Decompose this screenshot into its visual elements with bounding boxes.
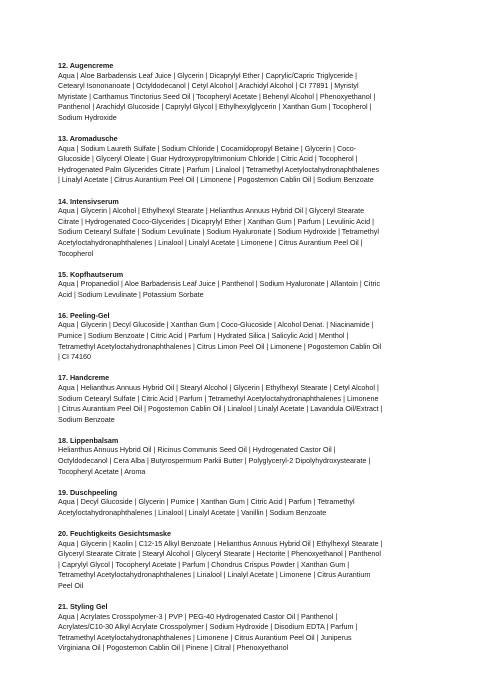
ingredient-line: Acrylates/C10-30 Alkyl Acrylate Crosspolymer | Sodium Hydroxide | Disodium EDTA | Parfum | xyxy=(58,622,358,632)
ingredient-line: Cetearyl Isononanoate | Octyldodecanol | Cetyl Alcohol | Arachidyl Alcohol | CI 77891 | Myristyl xyxy=(58,81,359,91)
ingredient-line: Glyceryl Stearate Citrate | Stearyl Alcohol | Glyceryl Stearate | Hectorite | Phenoxyethanol | Panthenol xyxy=(58,549,381,559)
ingredient-line: Sodium Cetearyl Sulfate | Sodium Levulinate | Sodium Hyaluronate | Sodium Hydroxide | Tetramethyl xyxy=(58,227,379,237)
ingredient-line: Aqua | Sodium Laureth Sulfate | Sodium Chloride | Cocamidopropyl Betaine | Glycerin | Coco- xyxy=(58,143,357,153)
ingredient-entry-16 xyxy=(58,311,430,363)
entry-title: 16. Peeling-Gel xyxy=(58,310,110,320)
ingredient-line: Acid | Sodium Levulinate | Potassium Sorbate xyxy=(58,289,204,299)
entry-title: 13. Aromadusche xyxy=(58,134,118,144)
ingredient-line: Sodium Hydroxide xyxy=(58,112,117,122)
ingredient-line: Sodium Cetearyl Sulfate | Citric Acid | Parfum | Tetramethyl Acetyloctahydronaphthalenes | Limonene xyxy=(58,393,379,403)
ingredient-line: Myristate | Carthamus Tinctorius Seed Oil | Tocopheryl Acetate | Behenyl Alcohol | Phenoxyethanol | xyxy=(58,91,376,101)
ingredient-line: Aqua | Acrylates Crosspolymer-3 | PVP | PEG-40 Hydrogenated Castor Oil | Panthenol | xyxy=(58,611,338,621)
ingredient-line: Citrate | Hydrogenated Coco-Glycerides | Dicaprylyl Ether | Xanthan Gum | Parfum | Levulinic Acid | xyxy=(58,216,375,226)
ingredient-line: | Caprylyl Glycol | Tocopheryl Acetate | Parfum | Chondrus Crispus Powder | Xanthan Gum | xyxy=(58,559,350,569)
ingredient-entry-19 xyxy=(58,488,430,519)
ingredient-entry-18 xyxy=(58,436,430,477)
document-page xyxy=(58,61,430,665)
ingredient-line: Peel Oil xyxy=(58,580,84,590)
ingredient-line: Tetramethyl Acetyloctahydronaphthalenes | Limonene | Citrus Aurantium Peel Oil | Juniperus xyxy=(58,632,352,642)
ingredient-line: Hydrogenated Palm Glycerides Citrate | Parfum | Linalool | Tetramethyl Acetyloctahydronaphthalenes xyxy=(58,164,380,174)
ingredient-line: Aqua | Propanediol | Aloe Barbadensis Leaf Juice | Panthenol | Sodium Hyaluronate | Allantoin | Citric xyxy=(58,279,381,289)
ingredient-line: Aqua | Glycerin | Alcohol | Ethylhexyl Stearate | Helianthus Annuus Hybrid Oil | Glyceryl Stearate xyxy=(58,206,365,216)
entry-title: 14. Intensivserum xyxy=(58,196,119,206)
ingredient-line: Aqua | Glycerin | Decyl Glucoside | Xanthan Gum | Coco-Glucoside | Alcohol Denat. | Niacinamide | xyxy=(58,320,374,330)
entry-title: 21. Styling Gel xyxy=(58,602,108,612)
entry-title: 17. Handcreme xyxy=(58,373,110,383)
ingredient-entry-17 xyxy=(58,373,430,425)
entry-title: 18. Lippenbalsam xyxy=(58,435,119,445)
entry-title: 15. Kopfhautserum xyxy=(58,269,124,279)
entry-title: 20. Feuchtigkeits Gesichtsmaske xyxy=(58,528,172,538)
ingredient-line: Tocopherol xyxy=(58,248,94,258)
ingredient-line: Acetyloctahydronaphthalenes | Linalool | Linalyl Acetate | Vanillin | Sodium Benzoate xyxy=(58,507,327,517)
ingredient-line: Helianthus Annuus Hybrid Oil | Ricinus Communis Seed Oil | Hydrogenated Castor Oil | xyxy=(58,445,336,455)
ingredient-line: Tetramethyl Acetyloctahydronaphthalenes | Linalool | Linalyl Acetate | Limonene | Citrus Aurantium xyxy=(58,570,371,580)
entry-title: 19. Duschpeeling xyxy=(58,487,118,497)
ingredient-entry-21 xyxy=(58,602,430,654)
ingredient-line: Virginiana Oil | Pogostemon Cablin Oil | Pinene | Citral | Phenoxyethanol xyxy=(58,643,289,653)
ingredient-line: Aqua | Aloe Barbadensis Leaf Juice | Glycerin | Dicaprylyl Ether | Caprylic/Capric Triglyceride | xyxy=(58,70,357,80)
ingredient-entry-14 xyxy=(58,197,430,260)
ingredient-entry-20 xyxy=(58,529,430,592)
ingredient-line: Glucoside | Glyceryl Oleate | Guar Hydroxypropyltrimonium Chloride | Citric Acid | Tocopherol | xyxy=(58,154,358,164)
ingredient-line: | Citrus Aurantium Peel Oil | Pogostemon Cablin Oil | Linalool | Linalyl Acetate | Lavandula Oil/Extract | xyxy=(58,404,383,414)
ingredient-line: Panthenol | Arachidyl Glucoside | Caprylyl Glycol | Ethylhexylglycerin | Xanthan Gum | Tocopherol | xyxy=(58,102,372,112)
ingredient-line: Aqua | Helianthus Annuus Hybrid Oil | Stearyl Alcohol | Glycerin | Ethylhexyl Stearate | Cetyl Alcohol | xyxy=(58,382,379,392)
ingredient-line: Tocopheryl Acetate | Aroma xyxy=(58,466,146,476)
ingredient-line: | CI 74160 xyxy=(58,352,92,362)
ingredient-entry-13 xyxy=(58,134,430,186)
ingredient-line: Aqua | Glycerin | Kaolin | C12-15 Alkyl Benzoate | Helianthus Annuus Hybrid Oil | Ethylhexyl Stearate | xyxy=(58,538,383,548)
ingredient-line: Octyldodecanol | Cera Alba | Butyrospermum Parkii Butter | Polyglyceryl-2 Dipolyhydroxystearate | xyxy=(58,456,371,465)
entry-title: 12. Augencreme xyxy=(58,61,114,70)
ingredient-line: Sodium Benzoate xyxy=(58,414,115,424)
ingredient-line: Tetramethyl Acetyloctahydronaphthalenes | Citrus Limon Peel Oil | Limonene | Pogostemon Cablin Oil xyxy=(58,341,382,351)
ingredient-line: Aqua | Decyl Glucoside | Glycerin | Pumice | Xanthan Gum | Citric Acid | Parfum | Tetramethyl xyxy=(58,497,355,507)
ingredient-line: Pumice | Sodium Benzoate | Citric Acid | Parfum | Hydrated Silica | Salicylic Acid | Menthol | xyxy=(58,331,349,341)
ingredient-line: | Linalyl Acetate | Citrus Aurantium Peel Oil | Limonene | Pogostemon Cablin Oil | Sodium Benzoate xyxy=(58,175,374,185)
ingredient-line: Acetyloctahydronaphthalenes | Linalool | Linalyl Acetate | Limonene | Citrus Aurantium Peel Oil | xyxy=(58,237,363,247)
ingredient-entry-12 xyxy=(58,61,430,124)
ingredient-entry-15 xyxy=(58,270,430,301)
